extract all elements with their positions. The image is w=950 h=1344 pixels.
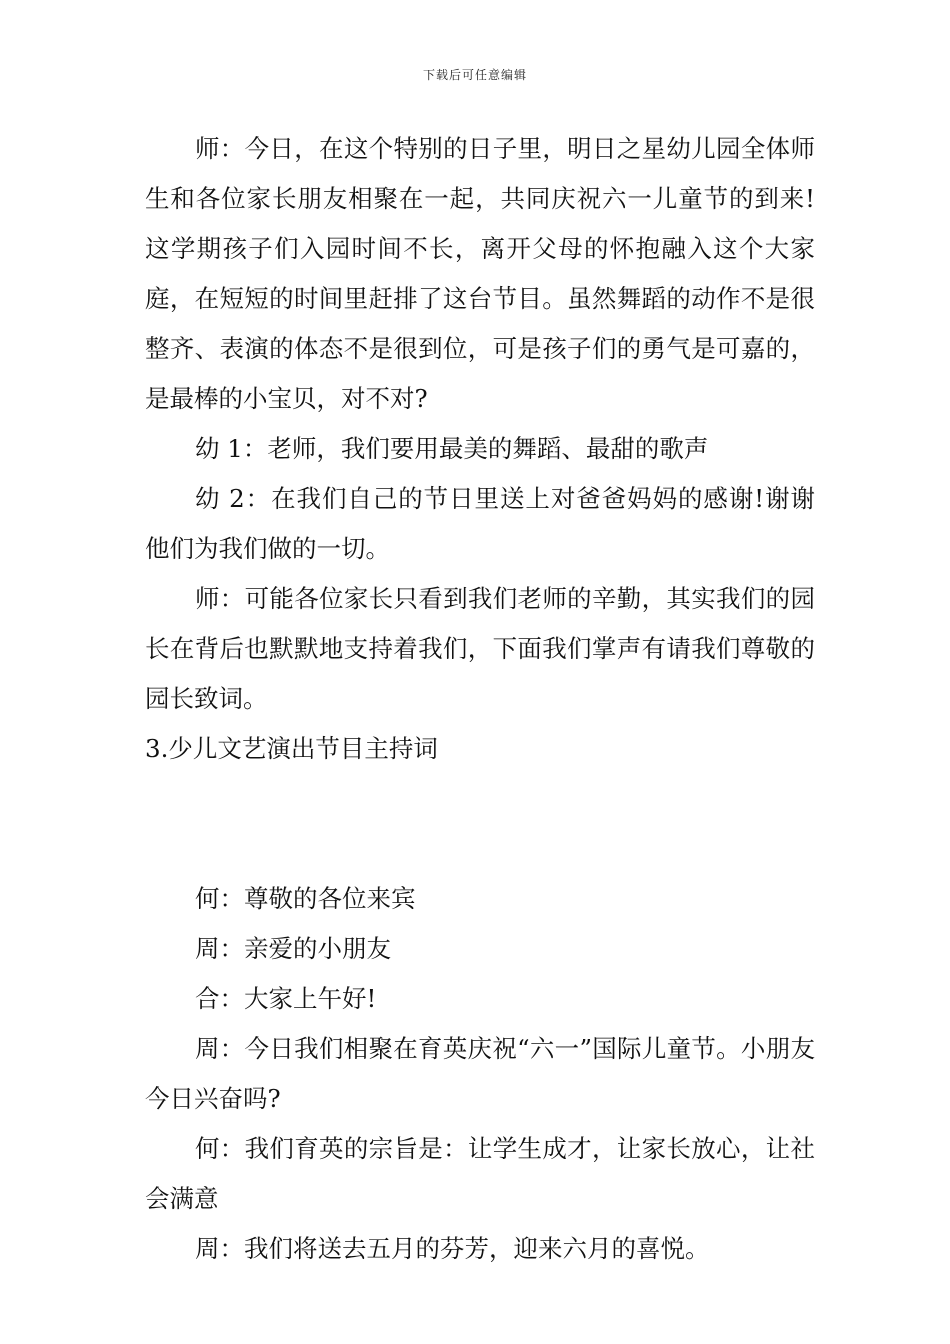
- paragraph-he-mission: 何：我们育英的宗旨是：让学生成才，让家长放心，让社会满意: [145, 1134, 815, 1213]
- paragraph-teacher-opening: 师：今日，在这个特别的日子里，明日之星幼儿园全体师生和各位家长朋友相聚在一起，共同庆祝六一儿童节的到来!这学期孩子们入园时间不长，离开父母的怀抱融入这个大家庭，在短短的时间里赶排了这台节目。虽然舞蹈的动作不是很整齐、表演的体态不是很到位，可是孩子们的勇气是可嘉的，是最棒的小宝贝，对不对?: [145, 134, 815, 413]
- paragraph-together-greeting: 合：大家上午好!: [195, 984, 377, 1013]
- paragraph-teacher-invite: 师：可能各位家长只看到我们老师的辛勤，其实我们的园长在背后也默默地支持着我们，下面我们掌声有请我们尊敬的园长致词。: [145, 584, 815, 713]
- paragraph-zhou-celebration: 周：今日我们相聚在育英庆祝“六一”国际儿童节。小朋友今日兴奋吗?: [145, 1034, 815, 1113]
- paragraph-zhou-greeting: 周：亲爱的小朋友: [195, 934, 391, 963]
- paragraph-child-1: 幼 1：老师，我们要用最美的舞蹈、最甜的歌声: [195, 434, 709, 463]
- paragraph-child-2: 幼 2：在我们自己的节日里送上对爸爸妈妈的感谢!谢谢他们为我们做的一切。: [145, 484, 815, 563]
- document-body: [145, 124, 815, 1274]
- page-header: 下载后可任意编辑: [422, 68, 527, 82]
- section-spacer: [145, 774, 815, 874]
- section-heading: 3.少儿文艺演出节目主持词: [145, 734, 438, 763]
- paragraph-zhou-closing: 周：我们将送去五月的芬芳，迎来六月的喜悦。: [195, 1234, 710, 1263]
- paragraph-he-greeting: 何：尊敬的各位来宾: [195, 884, 416, 913]
